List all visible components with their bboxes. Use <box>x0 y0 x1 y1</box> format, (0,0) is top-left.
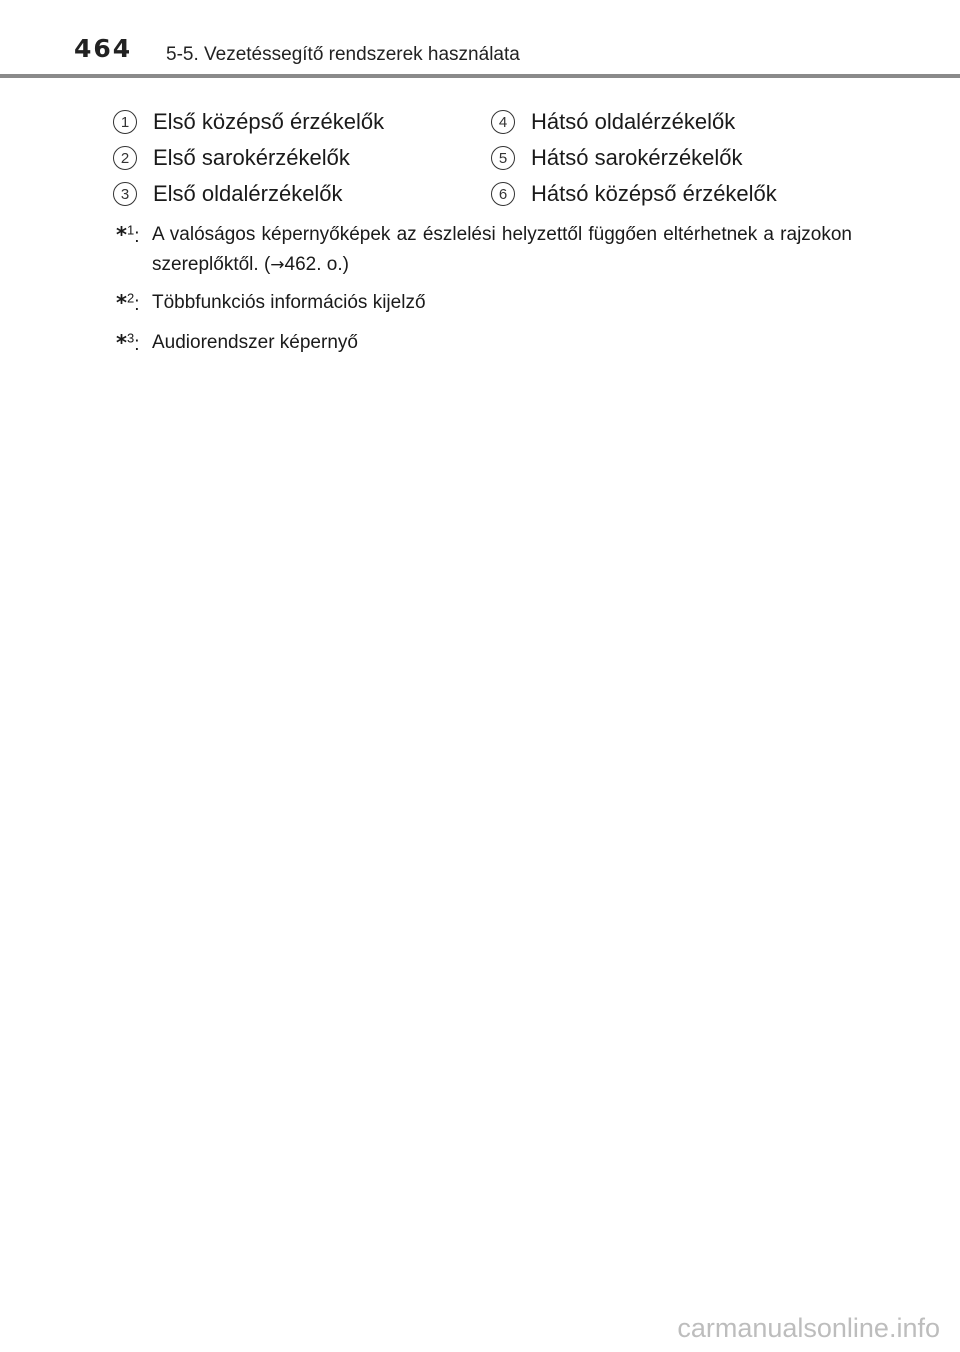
legend-label: Első sarokérzékelők <box>153 145 350 170</box>
section-title: 5-5. Vezetéssegítő rendszerek használata <box>166 44 520 65</box>
asterisk-icon: * <box>116 223 127 247</box>
page-reference: 462. o.) <box>284 254 349 275</box>
circled-number-icon: 4 <box>491 110 515 134</box>
footnote-index: 3 <box>126 330 135 346</box>
page-number: 464 <box>74 34 133 63</box>
circled-number-icon: 6 <box>491 182 515 206</box>
footnote-text <box>152 220 852 280</box>
legend-label: Első oldalérzékelők <box>153 181 343 206</box>
circled-number-icon: 1 <box>113 110 137 134</box>
legend-label: Hátsó középső érzékelők <box>531 181 777 206</box>
footnote-marker: *$^3$: <box>116 330 140 355</box>
footnotes <box>116 220 852 360</box>
footnote-index: 1 <box>126 222 135 238</box>
legend-label: Hátsó oldalérzékelők <box>531 109 736 134</box>
circled-number-icon: 3 <box>113 182 137 206</box>
footnote <box>116 288 852 320</box>
legend-item <box>491 178 777 210</box>
asterisk-icon: * <box>116 331 127 355</box>
footnote-index: 2 <box>126 290 135 306</box>
footnote-text: Többfunkciós információs kijelző <box>152 292 426 313</box>
footnote <box>116 328 852 360</box>
circled-number-icon: 5 <box>491 146 515 170</box>
legend-label: Hátsó sarokérzékelők <box>531 145 743 170</box>
footnote-marker: *$^2$: <box>116 290 140 315</box>
legend-item <box>491 142 743 174</box>
watermark: carmanualsonline.info <box>677 1313 940 1343</box>
page-header <box>0 0 960 80</box>
legend-label: Első középső érzékelők <box>153 109 385 134</box>
footnote-text: Audiorendszer képernyő <box>152 332 358 353</box>
footnote-marker: *$^1$: <box>116 222 140 247</box>
header-divider <box>0 74 960 78</box>
legend-item <box>113 142 350 174</box>
arrow-right-icon: → <box>270 255 285 275</box>
footnote-text-part: A valóságos képernyőképek az észlelési helyzettől függően eltérhetnek a rajzokon szereplőktől. ( <box>152 224 852 275</box>
legend-item <box>113 178 343 210</box>
legend-item <box>491 106 735 138</box>
legend-item <box>113 106 384 138</box>
circled-number-icon: 2 <box>113 146 137 170</box>
asterisk-icon: * <box>116 291 127 315</box>
footnote <box>116 220 852 280</box>
